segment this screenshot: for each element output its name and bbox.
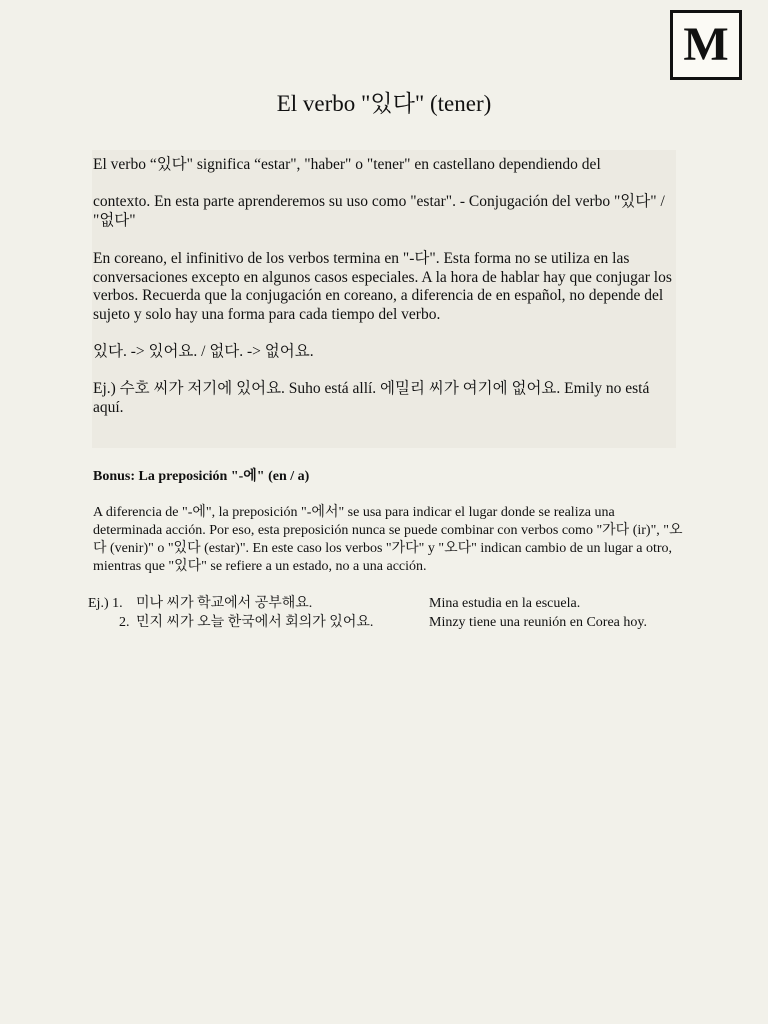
example-number: Ej.) 1.: [88, 596, 123, 611]
logo-letter: M: [683, 18, 729, 71]
intro-paragraph-1: El verbo “있다" significa “estar", "haber" o "tener" en castellano dependiendo del: [93, 156, 601, 173]
intro-paragraph-2: contexto. En esta parte aprenderemos su uso como "estar". - Conjugación del verbo "있다" / "없다": [93, 193, 665, 229]
example-number: 2.: [119, 615, 130, 630]
example-korean: 미나 씨가 학교에서 공부해요.: [136, 596, 313, 611]
bonus-heading: Bonus: La preposición "-에" (en / a): [93, 469, 310, 484]
conjugation-line: 있다. -> 있어요. / 없다. -> 없어요.: [93, 343, 314, 360]
intro-example: Ej.) 수호 씨가 저기에 있어요. Suho está allí. 에밀리 씨가 여기에 없어요. Emily no está aquí.: [93, 380, 650, 416]
example-spanish: Mina estudia en la escuela.: [429, 596, 581, 611]
intro-paragraph-3: En coreano, el infinitivo de los verbos termina en "-다". Esta forma no se utiliza en las conversaciones excepto en algunos casos especiales. A la hora de hablar hay que conjugar los verbos. Recuerda que la conjugación en coreano, a diferencia de en español, no depende del sujeto y solo hay una forma para cada tiempo del verbo.: [93, 250, 672, 323]
brand-logo: [670, 10, 742, 80]
example-spanish: Minzy tiene una reunión en Corea hoy.: [429, 615, 647, 630]
bonus-paragraph: A diferencia de "-에", la preposición "-에서" se usa para indicar el lugar donde se realiza una determinada acción. Por eso, esta preposición nunca se puede combinar con verbos como "가다 (ir)", "오다 (venir)" o "있다 (estar)". En este caso los verbos "가다" y "오다" indican cambio de un lugar a otro, mientras que "있다" se refiere a un estado, no a una acción.: [93, 505, 683, 574]
page-title: El verbo "있다" (tener): [276, 91, 492, 116]
example-korean: 민지 씨가 오늘 한국에서 회의가 있어요.: [136, 615, 374, 630]
